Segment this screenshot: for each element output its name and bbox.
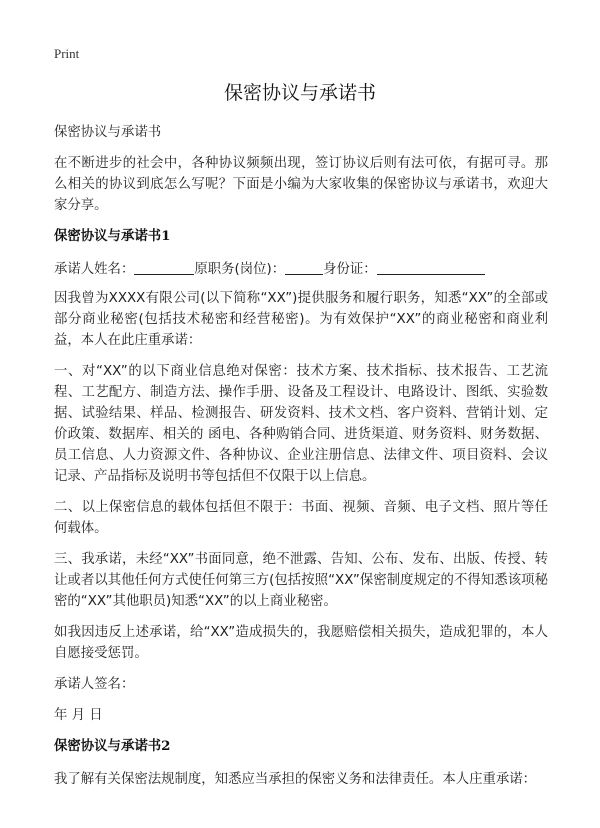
document-subtitle: 保密协议与承诺书 xyxy=(54,125,162,140)
section1-paragraph-1: 因我曾为XXXX有限公司(以下简称“XX”)提供服务和履行职务，知悉“XX”的全部或部分商业秘密(包括技术秘密和经营秘密)。为有效保护“XX”的商业秘密和商业利益，本人在此庄重承诺： xyxy=(54,291,548,348)
section1-paragraph-3: 二、以上保密信息的载体包括但不限于：书面、视频、音频、电子文档、照片等任何载体。 xyxy=(54,500,548,536)
intro-paragraph: 在不断进步的社会中，各种协议频频出现，签订协议后则有法可依，有据可寻。那么相关的协议到底怎么写呢？下面是小编为大家收集的保密协议与承诺书，欢迎大家分享。 xyxy=(54,156,548,213)
section2-paragraph-1: 我了解有关保密法规制度，知悉应当承担的保密义务和法律责任。本人庄重承诺： xyxy=(54,772,537,787)
signature-line: 承诺人签名： xyxy=(54,677,135,692)
id-blank xyxy=(377,260,485,275)
name-blank xyxy=(134,260,194,275)
document-title: 保密协议与承诺书 xyxy=(223,82,376,104)
print-link[interactable]: Print xyxy=(54,46,80,61)
section1-heading: 保密协议与承诺书1 xyxy=(54,228,171,244)
section2-heading: 保密协议与承诺书2 xyxy=(54,738,171,754)
document-body xyxy=(54,122,548,800)
date-line: 年 月 日 xyxy=(54,708,103,723)
position-blank xyxy=(285,260,323,275)
section1-paragraph-5: 如我因违反上述承诺，给“XX”造成损失的，我愿赔偿相关损失，造成犯罪的，本人自愿接受惩罚。 xyxy=(54,625,548,661)
section1-paragraph-4: 三、我承诺，未经“XX”书面同意，绝不泄露、告知、公布、发布、出版、传授、转让或者以其他任何方式使任何第三方(包括按照“XX”保密制度规定的不得知悉该项秘密的“XX”其他职员)知悉“XX”的以上商业秘密。 xyxy=(54,552,548,609)
id-label: 身份证： xyxy=(323,262,377,277)
position-label: 原职务(岗位)： xyxy=(194,262,286,277)
section1-paragraph-2: 一、对“XX”的以下商业信息绝对保密：技术方案、技术指标、技术报告、工艺流程、工艺配方、制造方法、操作手册、设备及工程设计、电路设计、图纸、实验数据、试验结果、样品、检测报告、研发资料、技术文档、客户资料、营销计划、定价政策、数据库、相关的 函电、各种购销合同、进货渠道、财务资料、财务数据、员工信息、人力资源文件、各种协议、企业注册信息、法律文件、项目资料、会议记录、产品指标及说明书等包括但不仅限于以上信息。 xyxy=(54,364,548,484)
name-label: 承诺人姓名： xyxy=(54,262,135,277)
commitment-form-line xyxy=(54,259,548,280)
